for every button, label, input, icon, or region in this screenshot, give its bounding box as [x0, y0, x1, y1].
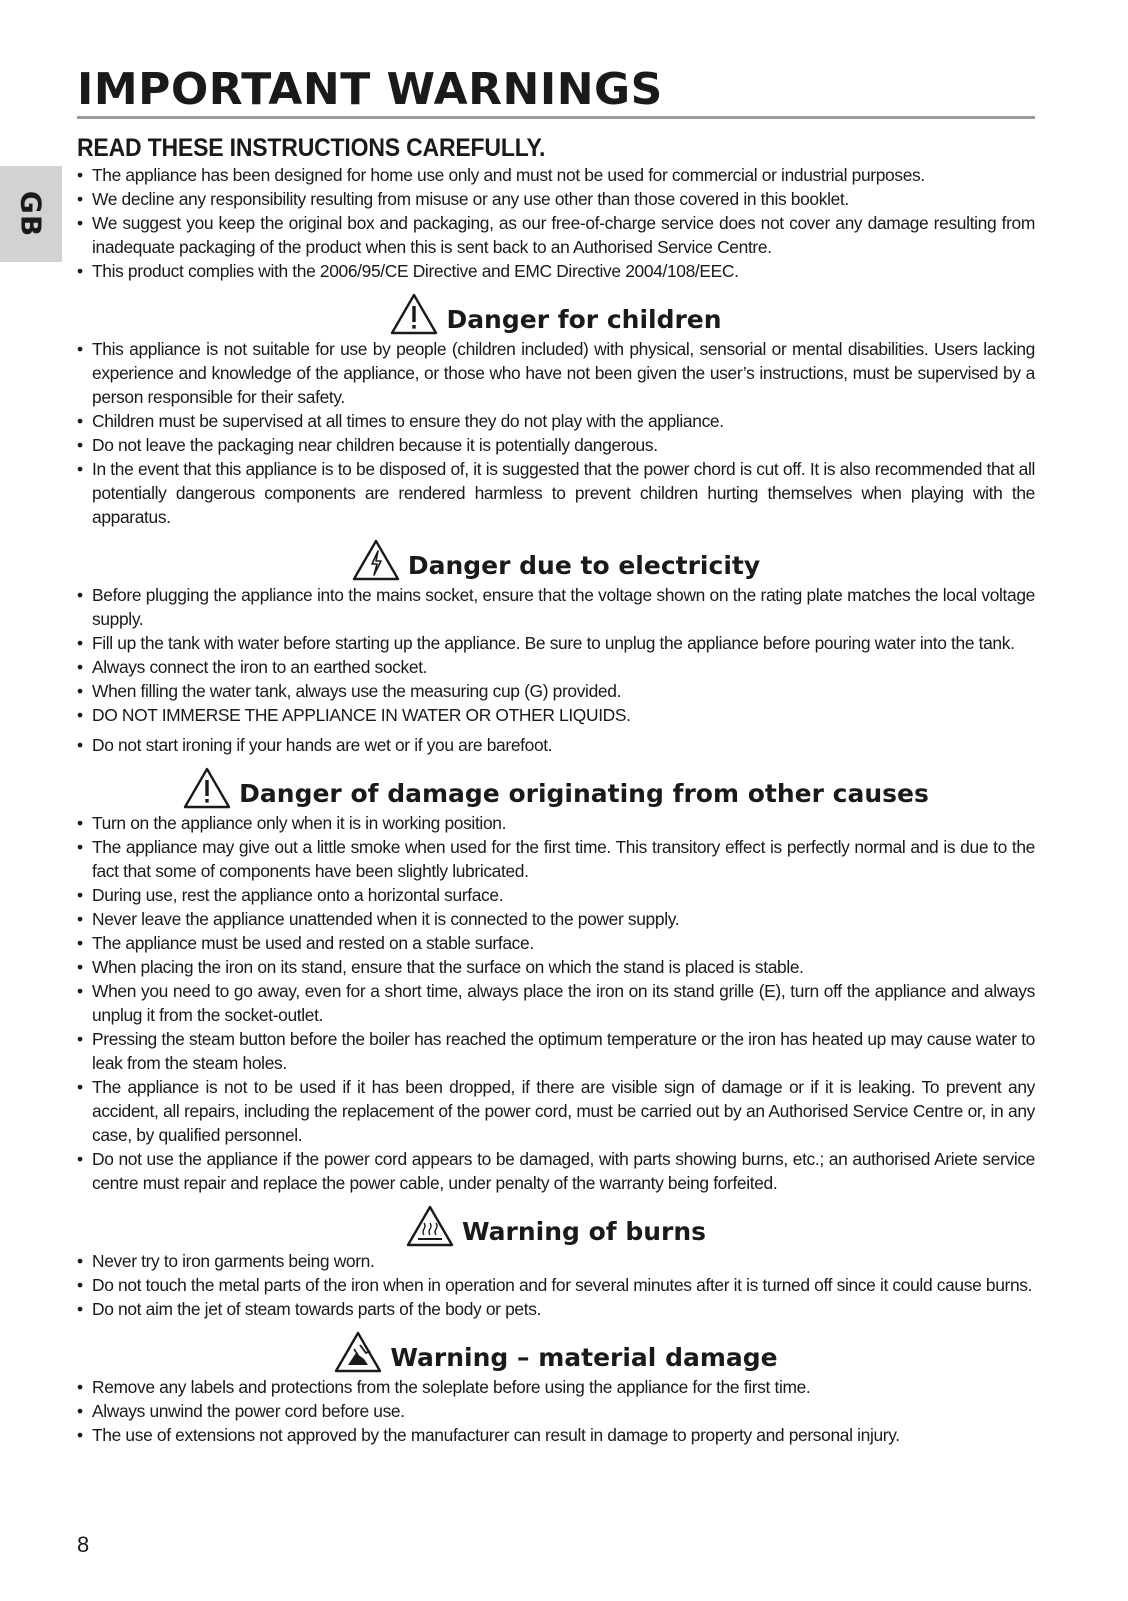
list-item: • Do not start ironing if your hands are wet or if you are barefoot.	[77, 733, 1035, 757]
list-item: • When filling the water tank, always use the measuring cup (G) provided.	[77, 679, 1035, 703]
list-item: • Children must be supervised at all times to ensure they do not play with the appliance.	[77, 409, 1035, 433]
list-item: • This product complies with the 2006/95/CE Directive and EMC Directive 2004/108/EEC.	[77, 259, 1035, 283]
list-item: • The appliance may give out a little smoke when used for the first time. This transitory effect is perfectly normal and is due to the fact that some of components have been slightly lubricated.	[77, 835, 1035, 883]
section-heading-label: Warning – material damage	[390, 1343, 778, 1372]
list-item: • The appliance has been designed for home use only and must not be used for commercial or industrial purposes.	[77, 163, 1035, 187]
page-number: 8	[77, 1532, 90, 1557]
section-heading-label: Danger due to electricity	[407, 551, 761, 580]
page-title: IMPORTANT WARNINGS	[77, 64, 663, 115]
list-item: • Turn on the appliance only when it is in working position.	[77, 811, 1035, 835]
list-item: • Before plugging the appliance into the mains socket, ensure that the voltage shown on the rating plate matches the local voltage supply.	[77, 583, 1035, 631]
electricity-list	[77, 583, 1035, 757]
list-item: • Do not use the appliance if the power cord appears to be damaged, with parts showing burns, etc.; an authorised Ariete service centre must repair and replace the power cable, under penalty of the warranty being forfeited.	[77, 1147, 1035, 1195]
list-item: • The use of extensions not approved by the manufacturer can result in damage to property and personal injury.	[77, 1423, 1035, 1447]
language-tab	[0, 166, 62, 262]
burns-list	[77, 1249, 1035, 1321]
section-heading-electricity	[77, 545, 1035, 581]
list-item: • In the event that this appliance is to be disposed of, it is suggested that the power chord is cut off. It is also recommended that all potentially dangerous components are rendered harmless to prevent children hurting themselves when playing with the apparatus.	[77, 457, 1035, 529]
list-item: • The appliance is not to be used if it has been dropped, if there are visible sign of damage or if it is leaking. To prevent any accident, all repairs, including the replacement of the power cord, must be carried out by an Authorised Service Centre or, in any case, by qualified personnel.	[77, 1075, 1035, 1147]
language-tab-label: GB	[14, 190, 48, 238]
section-heading-material-damage	[77, 1337, 1035, 1373]
list-item: • During use, rest the appliance onto a horizontal surface.	[77, 883, 1035, 907]
list-item: • Do not leave the packaging near children because it is potentially dangerous.	[77, 433, 1035, 457]
warnings-page	[77, 64, 1035, 1447]
list-item: • When you need to go away, even for a short time, always place the iron on its stand grille (E), turn off the appliance and always unplug it from the socket-outlet.	[77, 979, 1035, 1027]
page-subtitle: READ THESE INSTRUCTIONS CAREFULLY.	[77, 134, 546, 162]
hot-surface-icon	[406, 1205, 454, 1247]
list-item: • This appliance is not suitable for use by people (children included) with physical, sensorial or mental disabilities. Users lacking experience and knowledge of the appliance, or those who have not been given the user’s instructions, must be supervised by a person responsible for their safety.	[77, 337, 1035, 409]
list-item: • Never leave the appliance unattended when it is connected to the power supply.	[77, 907, 1035, 931]
section-heading-burns	[77, 1211, 1035, 1247]
list-item: • Fill up the tank with water before starting up the appliance. Be sure to unplug the appliance before pouring water into the tank.	[77, 631, 1035, 655]
intro-list	[77, 163, 1035, 283]
list-item: • Do not touch the metal parts of the iron when in operation and for several minutes after it is turned off since it could cause burns.	[77, 1273, 1035, 1297]
list-item: • Always unwind the power cord before use.	[77, 1399, 1035, 1423]
section-heading-other-causes	[77, 773, 1035, 809]
electric-hazard-icon	[352, 539, 400, 581]
section-heading-children	[77, 299, 1035, 335]
title-divider	[77, 116, 1035, 119]
list-item: • Always connect the iron to an earthed socket.	[77, 655, 1035, 679]
section-heading-label: Warning of burns	[461, 1217, 707, 1246]
list-item: • The appliance must be used and rested on a stable surface.	[77, 931, 1035, 955]
list-item: • Remove any labels and protections from the soleplate before using the appliance for the first time.	[77, 1375, 1035, 1399]
section-heading-label: Danger for children	[446, 305, 722, 334]
material-damage-icon	[334, 1331, 382, 1373]
list-item: • Do not aim the jet of steam towards parts of the body or pets.	[77, 1297, 1035, 1321]
list-item: • Pressing the steam button before the boiler has reached the optimum temperature or the iron has heated up may cause water to leak from the steam holes.	[77, 1027, 1035, 1075]
children-list	[77, 337, 1035, 529]
section-heading-label: Danger of damage originating from other causes	[239, 779, 929, 808]
material-damage-list	[77, 1375, 1035, 1447]
list-item: • When placing the iron on its stand, ensure that the surface on which the stand is placed is stable.	[77, 955, 1035, 979]
list-item: • We suggest you keep the original box and packaging, as our free-of-charge service does not cover any damage resulting from inadequate packaging of the product when this is sent back to an Authorised Service Centre.	[77, 211, 1035, 259]
warning-triangle-icon	[390, 293, 438, 335]
list-item: • Never try to iron garments being worn.	[77, 1249, 1035, 1273]
list-item: • We decline any responsibility resulting from misuse or any use other than those covered in this booklet.	[77, 187, 1035, 211]
list-item: • DO NOT IMMERSE THE APPLIANCE IN WATER OR OTHER LIQUIDS.	[77, 703, 1035, 727]
other-causes-list	[77, 811, 1035, 1195]
warning-triangle-icon	[183, 767, 231, 809]
